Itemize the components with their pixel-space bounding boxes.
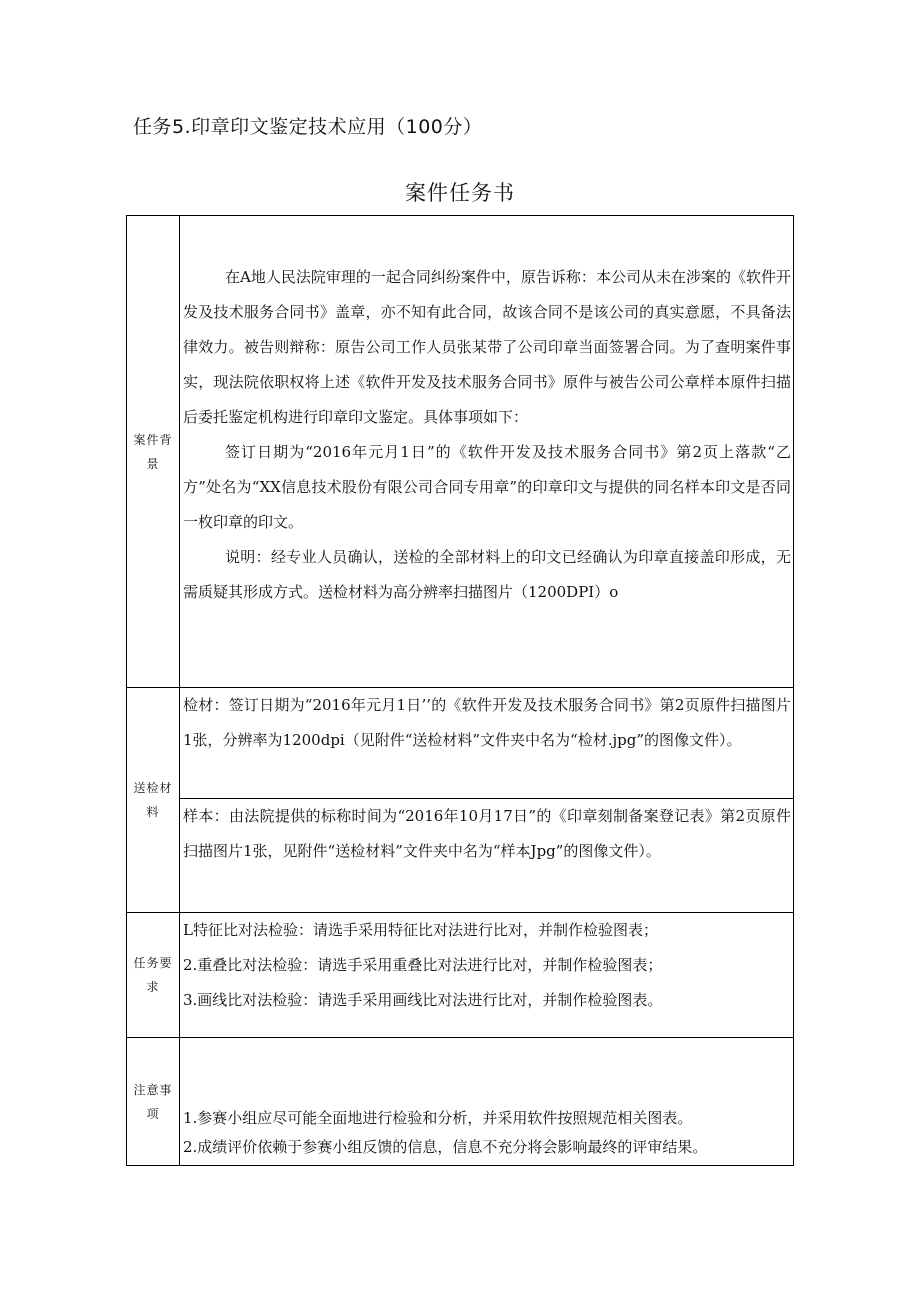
questioned-material-row (127, 688, 794, 799)
sample-material-text: 样本：由法院提供的标称时间为“2016年10月17日”的《印章刻制备案登记表》第2页原件扫描图片1张，见附件“送检材料”文件夹中名为“样本Jpg”的图像文件）。 (183, 807, 791, 860)
requirement-item-3: 3.画线比对法检验：请选手采用画线比对法进行比对，并制作检验图表。 (183, 991, 663, 1009)
background-content-cell (180, 216, 794, 688)
sample-material-cell (180, 799, 794, 913)
notes-row (127, 1038, 794, 1166)
sample-material-row (127, 799, 794, 913)
notes-label: 注意事项 (133, 1082, 173, 1121)
document-title: 案件任务书 (405, 181, 515, 205)
note-item-2: 2.成绩评价依赖于参赛小组反馈的信息，信息不充分将会影响最终的评审结果。 (183, 1138, 708, 1156)
materials-label-cell (127, 688, 180, 913)
requirement-item-2: 2.重叠比对法检验：请选手采用重叠比对法进行比对，并制作检验图表； (183, 956, 663, 974)
background-paragraph-1: 在A地人民法院审理的一起合同纠纷案件中，原告诉称：本公司从未在涉案的《软件开发及技术服务合同书》盖章，亦不知有此合同，故该合同不是该公司的真实意愿，不具备法律效力。被告则辩称：原告公司工作人员张某带了公司印章当面签署合同。为了查明案件事实，现法院依职权将上述《软件开发及技术服务合同书》原件与被告公司公章样本原件扫描后委托鉴定机构进行印章印文鉴定。具体事项如下： (183, 268, 791, 426)
task-heading: 任务5.印章印文鉴定技术应用（100分） (133, 116, 483, 138)
questioned-material-text: 检材：签订日期为“2016年元月1日’’的《软件开发及技术服务合同书》第2页原件扫描图片1张，分辨率为1200dpi（见附件“送检材料”文件夹中名为“检材.jpg”的图像文件）。 (183, 696, 791, 749)
note-item-1: 1.参赛小组应尽可能全面地进行检验和分析，并采用软件按照规范相关图表。 (183, 1109, 693, 1127)
notes-content-cell (180, 1038, 794, 1166)
requirements-content-cell (180, 913, 794, 1038)
requirements-label-cell (127, 913, 180, 1038)
background-paragraph-3: 说明：经专业人员确认，送检的全部材料上的印文已经确认为印章直接盖印形成，无需质疑其形成方式。送检材料为高分辨率扫描图片（1200DPI）o (183, 548, 791, 601)
case-task-table (126, 215, 794, 1166)
background-paragraph-2: 签订日期为“2016年元月1日”的《软件开发及技术服务合同书》第2页上落款“乙方”处名为“XX信息技术股份有限公司合同专用章”的印章印文与提供的同名样本印文是否同一枚印章的印文。 (183, 443, 791, 531)
requirements-label: 任务要求 (133, 956, 173, 994)
background-row (127, 216, 794, 688)
questioned-material-cell (180, 688, 794, 799)
materials-label: 送检材料 (133, 781, 173, 819)
background-label-cell (127, 216, 180, 688)
requirement-item-1: L特征比对法检验：请选手采用特征比对法进行比对，并制作检验图表； (183, 921, 658, 939)
notes-label-cell (127, 1038, 180, 1166)
requirements-row (127, 913, 794, 1038)
background-label: 案件背景 (133, 432, 173, 471)
